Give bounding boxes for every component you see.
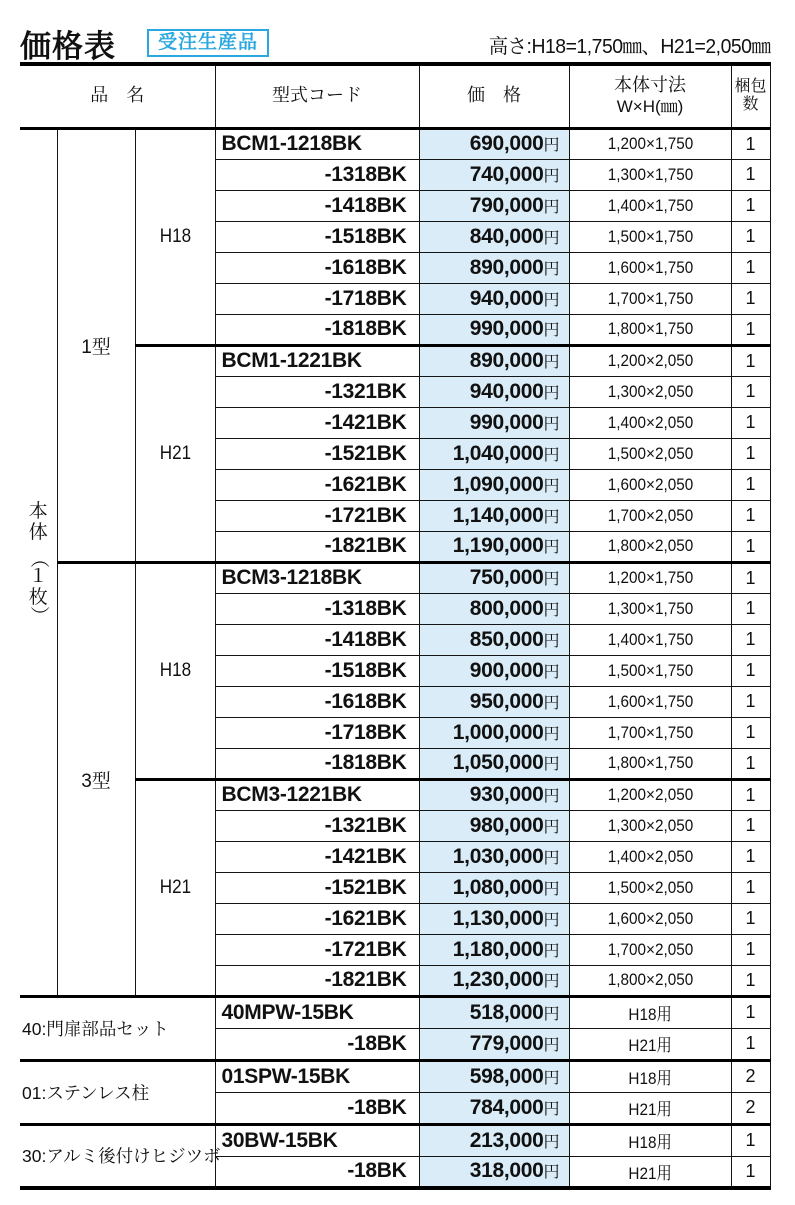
- price-value: 900,000: [469, 658, 544, 682]
- size-value: 1,500×1,750: [607, 660, 693, 680]
- table-row: [20, 562, 770, 593]
- pack-count-cell: 1: [731, 345, 770, 376]
- pack-count-cell: 1: [731, 128, 770, 159]
- model-code-cell: -1321BK: [215, 810, 419, 841]
- currency-suffix: 円: [543, 229, 560, 247]
- model-label: 3型: [57, 562, 135, 996]
- model-code-cell: -1621BK: [215, 469, 419, 500]
- size-cell: [569, 469, 731, 500]
- extra-item-label: 40:門扉部品セット: [20, 996, 215, 1060]
- price-value: 990,000: [469, 317, 544, 340]
- size-value: 1,400×2,050: [607, 412, 693, 432]
- size-cell: [569, 562, 731, 593]
- price-value: 690,000: [469, 132, 544, 155]
- col-header-code: 型式コード: [215, 64, 419, 128]
- size-value: 1,600×1,750: [607, 691, 693, 711]
- pack-count-cell: 1: [731, 686, 770, 717]
- price-cell: [419, 872, 569, 903]
- pack-count-cell: 1: [731, 438, 770, 469]
- height-label-text: H21: [159, 442, 191, 464]
- height-note: 高さ:H18=1,750㎜、H21=2,050㎜: [488, 36, 770, 58]
- price-value: 518,000: [469, 1000, 544, 1024]
- model-code-cell: -1418BK: [215, 624, 419, 655]
- currency-suffix: 円: [543, 167, 560, 185]
- size-cell: [569, 345, 731, 376]
- pack-count-cell: 1: [731, 1124, 770, 1156]
- model-code-cell: -1618BK: [215, 686, 419, 717]
- size-value: 1,600×1,750: [607, 257, 693, 277]
- model-code-cell: BCM1-1218BK: [215, 128, 419, 159]
- size-cell: [569, 686, 731, 717]
- model-code-cell: -1821BK: [215, 965, 419, 996]
- pack-count-cell: 1: [731, 779, 770, 810]
- model-code-cell: -1621BK: [215, 903, 419, 934]
- table-row: [20, 996, 770, 1028]
- size-cell: [569, 1028, 731, 1060]
- header-row: [20, 64, 770, 128]
- price-value: 213,000: [469, 1128, 544, 1152]
- height-label: [135, 345, 215, 562]
- pack-count-cell: 1: [731, 407, 770, 438]
- price-value: 598,000: [469, 1064, 544, 1088]
- size-cell: [569, 872, 731, 903]
- size-cell: [569, 438, 731, 469]
- size-value: 1,800×1,750: [607, 319, 693, 338]
- pack-count-cell: 2: [731, 1092, 770, 1124]
- table-row: [20, 1060, 770, 1092]
- size-value: 1,800×1,750: [607, 753, 693, 772]
- model-code-cell: 40MPW-15BK: [215, 996, 419, 1028]
- price-cell: [419, 717, 569, 748]
- body-label: [20, 128, 57, 996]
- size-cell: [569, 624, 731, 655]
- currency-suffix: 円: [543, 973, 560, 990]
- price-value: 740,000: [469, 162, 544, 186]
- size-cell: [569, 841, 731, 872]
- pack-count-cell: 1: [731, 903, 770, 934]
- price-cell: [419, 934, 569, 965]
- size-value: 1,200×2,050: [607, 785, 693, 804]
- price-value: 1,030,000: [452, 844, 544, 868]
- height-label: [135, 128, 215, 345]
- model-code-cell: -1421BK: [215, 841, 419, 872]
- page-title: 価格表: [20, 29, 116, 64]
- model-code-cell: -1321BK: [215, 376, 419, 407]
- pack-count-cell: 1: [731, 531, 770, 562]
- currency-suffix: 円: [543, 137, 560, 154]
- model-code-cell: -1721BK: [215, 500, 419, 531]
- model-code-cell: 30BW-15BK: [215, 1124, 419, 1156]
- model-code-cell: -1518BK: [215, 221, 419, 252]
- size-cell: [569, 190, 731, 221]
- pack-count-cell: 1: [731, 1156, 770, 1188]
- currency-suffix: 円: [543, 291, 560, 309]
- pack-count-cell: 1: [731, 562, 770, 593]
- price-cell: [419, 407, 569, 438]
- price-value: 1,130,000: [452, 906, 544, 930]
- model-code-cell: -1718BK: [215, 717, 419, 748]
- price-cell: [419, 438, 569, 469]
- currency-suffix: 円: [543, 198, 560, 216]
- size-value: 1,200×1,750: [607, 568, 693, 587]
- pack-count-cell: 1: [731, 469, 770, 500]
- model-code-cell: -1521BK: [215, 872, 419, 903]
- price-value: 1,040,000: [452, 441, 544, 465]
- size-cell: [569, 717, 731, 748]
- model-code-cell: -1821BK: [215, 531, 419, 562]
- price-cell: [419, 469, 569, 500]
- currency-suffix: 円: [543, 477, 560, 495]
- price-value: 750,000: [469, 566, 544, 589]
- price-cell: [419, 779, 569, 810]
- price-value: 940,000: [469, 379, 544, 403]
- model-code-cell: -1421BK: [215, 407, 419, 438]
- currency-suffix: 円: [543, 756, 560, 773]
- col-header-name: 品 名: [20, 64, 215, 128]
- currency-suffix: 円: [543, 911, 560, 929]
- size-value: 1,600×2,050: [607, 908, 693, 928]
- height-label: [135, 562, 215, 779]
- body-label-char: （: [27, 548, 49, 568]
- model-code-cell: -18BK: [215, 1156, 419, 1188]
- currency-suffix: 円: [543, 694, 560, 712]
- currency-suffix: 円: [543, 1005, 560, 1023]
- model-code-cell: -1518BK: [215, 655, 419, 686]
- currency-suffix: 円: [543, 663, 560, 681]
- currency-suffix: 円: [543, 601, 560, 619]
- price-value: 890,000: [469, 349, 544, 372]
- size-value: 1,500×2,050: [607, 443, 693, 463]
- currency-suffix: 円: [543, 354, 560, 371]
- price-cell: [419, 190, 569, 221]
- size-value: H21用: [628, 1036, 672, 1055]
- pack-count-cell: 1: [731, 593, 770, 624]
- pack-count-cell: 1: [731, 221, 770, 252]
- size-cell: [569, 934, 731, 965]
- made-to-order-badge: 受注生産品: [147, 29, 269, 57]
- price-cell: [419, 996, 569, 1028]
- currency-suffix: 円: [543, 849, 560, 867]
- price-value: 1,000,000: [452, 720, 544, 744]
- body-label-text: [20, 500, 57, 626]
- pack-count-cell: 1: [731, 872, 770, 903]
- size-cell: [569, 128, 731, 159]
- currency-suffix: 円: [543, 508, 560, 526]
- size-cell: [569, 221, 731, 252]
- size-cell: [569, 314, 731, 345]
- size-value: 1,800×2,050: [607, 536, 693, 555]
- pack-count-cell: 1: [731, 934, 770, 965]
- pack-count-cell: 1: [731, 624, 770, 655]
- size-value: H21用: [628, 1163, 672, 1183]
- price-cell: [419, 593, 569, 624]
- body-label-char: 体: [28, 522, 48, 544]
- currency-suffix: 円: [543, 788, 560, 805]
- size-cell: [569, 1156, 731, 1188]
- price-cell: [419, 655, 569, 686]
- currency-suffix: 円: [543, 260, 560, 278]
- model-code-cell: -18BK: [215, 1028, 419, 1060]
- model-code-cell: BCM3-1218BK: [215, 562, 419, 593]
- model-code-cell: -1618BK: [215, 252, 419, 283]
- model-label: 1型: [57, 128, 135, 562]
- size-cell: [569, 283, 731, 314]
- currency-suffix: 円: [543, 632, 560, 650]
- size-cell: [569, 779, 731, 810]
- size-cell: [569, 655, 731, 686]
- currency-suffix: 円: [543, 725, 560, 743]
- size-cell: [569, 376, 731, 407]
- size-value: 1,400×1,750: [607, 629, 693, 649]
- currency-suffix: 円: [543, 571, 560, 588]
- size-value: H21用: [628, 1100, 672, 1119]
- model-code-cell: -1721BK: [215, 934, 419, 965]
- model-code-cell: 01SPW-15BK: [215, 1060, 419, 1092]
- pack-count-cell: 1: [731, 717, 770, 748]
- size-value: H18用: [628, 1069, 672, 1088]
- price-value: 1,190,000: [452, 534, 544, 557]
- size-cell: [569, 407, 731, 438]
- price-cell: [419, 1028, 569, 1060]
- price-cell: [419, 1092, 569, 1124]
- pack-count-cell: 1: [731, 500, 770, 531]
- pack-count-cell: 2: [731, 1060, 770, 1092]
- pack-count-cell: 1: [731, 748, 770, 779]
- size-value: H18用: [628, 1133, 672, 1152]
- price-cell: [419, 314, 569, 345]
- price-value: 779,000: [469, 1031, 544, 1055]
- price-table-body: [20, 128, 770, 1188]
- price-cell: [419, 500, 569, 531]
- size-value: 1,300×1,750: [607, 598, 693, 618]
- size-cell: [569, 531, 731, 562]
- size-cell: [569, 252, 731, 283]
- size-cell: [569, 996, 731, 1028]
- pack-count-cell: 1: [731, 376, 770, 407]
- currency-suffix: 円: [543, 1100, 560, 1118]
- currency-suffix: 円: [543, 415, 560, 433]
- model-code-cell: -1318BK: [215, 159, 419, 190]
- extra-item-label: 30:アルミ後付けヒジツボ: [20, 1124, 215, 1188]
- table-row: [20, 128, 770, 159]
- price-value: 1,230,000: [452, 968, 544, 991]
- pack-count-cell: 1: [731, 655, 770, 686]
- pack-count-cell: 1: [731, 314, 770, 345]
- height-label-text: H18: [159, 659, 191, 681]
- size-cell: [569, 159, 731, 190]
- currency-suffix: 円: [543, 942, 560, 960]
- size-value: 1,300×1,750: [607, 164, 693, 184]
- price-value: 1,050,000: [452, 751, 544, 774]
- model-code-cell: -1818BK: [215, 314, 419, 345]
- price-cell: [419, 252, 569, 283]
- pack-count-cell: 1: [731, 965, 770, 996]
- price-cell: [419, 221, 569, 252]
- size-cell: [569, 965, 731, 996]
- size-value: 1,300×2,050: [607, 381, 693, 401]
- price-cell: [419, 531, 569, 562]
- price-value: 950,000: [469, 689, 544, 713]
- price-cell: [419, 1156, 569, 1188]
- currency-suffix: 円: [543, 446, 560, 464]
- height-label-text: H21: [159, 876, 191, 898]
- price-cell: [419, 686, 569, 717]
- size-value: 1,700×2,050: [607, 505, 693, 525]
- price-cell: [419, 810, 569, 841]
- price-cell: [419, 376, 569, 407]
- body-label-char: 枚: [28, 586, 48, 608]
- body-label-char: １: [28, 565, 48, 587]
- price-value: 840,000: [469, 224, 544, 248]
- height-label: [135, 779, 215, 996]
- extra-item-label: 01:ステンレス柱: [20, 1060, 215, 1124]
- size-cell: [569, 1092, 731, 1124]
- body-label-char: 本: [28, 500, 48, 522]
- currency-suffix: 円: [543, 1036, 560, 1054]
- size-value: 1,200×2,050: [607, 351, 693, 370]
- model-code-cell: -1318BK: [215, 593, 419, 624]
- model-code-cell: -1521BK: [215, 438, 419, 469]
- size-value: 1,700×1,750: [607, 288, 693, 308]
- model-code-cell: -1418BK: [215, 190, 419, 221]
- price-cell: [419, 903, 569, 934]
- size-cell: [569, 593, 731, 624]
- pack-count-cell: 1: [731, 810, 770, 841]
- currency-suffix: 円: [543, 322, 560, 339]
- currency-suffix: 円: [543, 818, 560, 836]
- price-cell: [419, 562, 569, 593]
- size-value: 1,800×2,050: [607, 970, 693, 989]
- price-value: 1,080,000: [452, 875, 544, 899]
- pack-count-cell: 1: [731, 252, 770, 283]
- pack-count-cell: 1: [731, 283, 770, 314]
- pack-count-cell: 1: [731, 159, 770, 190]
- size-value: 1,300×2,050: [607, 815, 693, 835]
- size-cell: [569, 903, 731, 934]
- price-cell: [419, 748, 569, 779]
- model-code-cell: -1718BK: [215, 283, 419, 314]
- price-cell: [419, 1060, 569, 1092]
- price-value: 800,000: [469, 596, 544, 620]
- price-cell: [419, 283, 569, 314]
- price-value: 930,000: [469, 783, 544, 806]
- col-header-pack: 梱包 数: [731, 64, 770, 128]
- size-cell: [569, 748, 731, 779]
- price-cell: [419, 159, 569, 190]
- price-value: 980,000: [469, 813, 544, 837]
- price-value: 784,000: [469, 1095, 544, 1119]
- price-cell: [419, 1124, 569, 1156]
- body-label-char: ）: [27, 606, 49, 626]
- currency-suffix: 円: [543, 1164, 560, 1182]
- price-value: 790,000: [469, 193, 544, 217]
- size-cell: [569, 500, 731, 531]
- col-header-size: 本体寸法 W×H(㎜): [569, 64, 731, 128]
- size-value: 1,400×1,750: [607, 195, 693, 215]
- height-label-text: H18: [159, 225, 191, 247]
- size-value: 1,700×2,050: [607, 939, 693, 959]
- size-value: 1,400×2,050: [607, 846, 693, 866]
- price-value: 940,000: [469, 286, 544, 310]
- pack-count-cell: 1: [731, 996, 770, 1028]
- price-cell: [419, 841, 569, 872]
- pack-count-cell: 1: [731, 190, 770, 221]
- model-code-cell: BCM1-1221BK: [215, 345, 419, 376]
- size-value: H18用: [628, 1005, 672, 1024]
- model-code-cell: -18BK: [215, 1092, 419, 1124]
- currency-suffix: 円: [543, 539, 560, 556]
- size-value: 1,500×1,750: [607, 226, 693, 246]
- price-cell: [419, 345, 569, 376]
- price-value: 1,180,000: [452, 937, 544, 961]
- currency-suffix: 円: [543, 880, 560, 898]
- size-value: 1,700×1,750: [607, 722, 693, 742]
- size-cell: [569, 1060, 731, 1092]
- price-value: 1,090,000: [452, 472, 544, 496]
- price-value: 990,000: [469, 410, 544, 434]
- currency-suffix: 円: [543, 384, 560, 402]
- currency-suffix: 円: [543, 1069, 560, 1087]
- currency-suffix: 円: [543, 1133, 560, 1151]
- price-value: 318,000: [469, 1159, 544, 1183]
- size-value: 1,500×2,050: [607, 877, 693, 897]
- model-code-cell: BCM3-1221BK: [215, 779, 419, 810]
- price-value: 850,000: [469, 627, 544, 651]
- table-row: [20, 1124, 770, 1156]
- size-cell: [569, 1124, 731, 1156]
- size-cell: [569, 810, 731, 841]
- price-value: 890,000: [469, 255, 544, 279]
- pack-count-cell: 1: [731, 841, 770, 872]
- price-cell: [419, 965, 569, 996]
- model-code-cell: -1818BK: [215, 748, 419, 779]
- size-value: 1,200×1,750: [607, 134, 693, 153]
- pack-count-cell: 1: [731, 1028, 770, 1060]
- col-header-price: 価 格: [419, 64, 569, 128]
- price-cell: [419, 128, 569, 159]
- price-table: [20, 62, 771, 1190]
- size-value: 1,600×2,050: [607, 474, 693, 494]
- price-value: 1,140,000: [452, 503, 544, 527]
- price-cell: [419, 624, 569, 655]
